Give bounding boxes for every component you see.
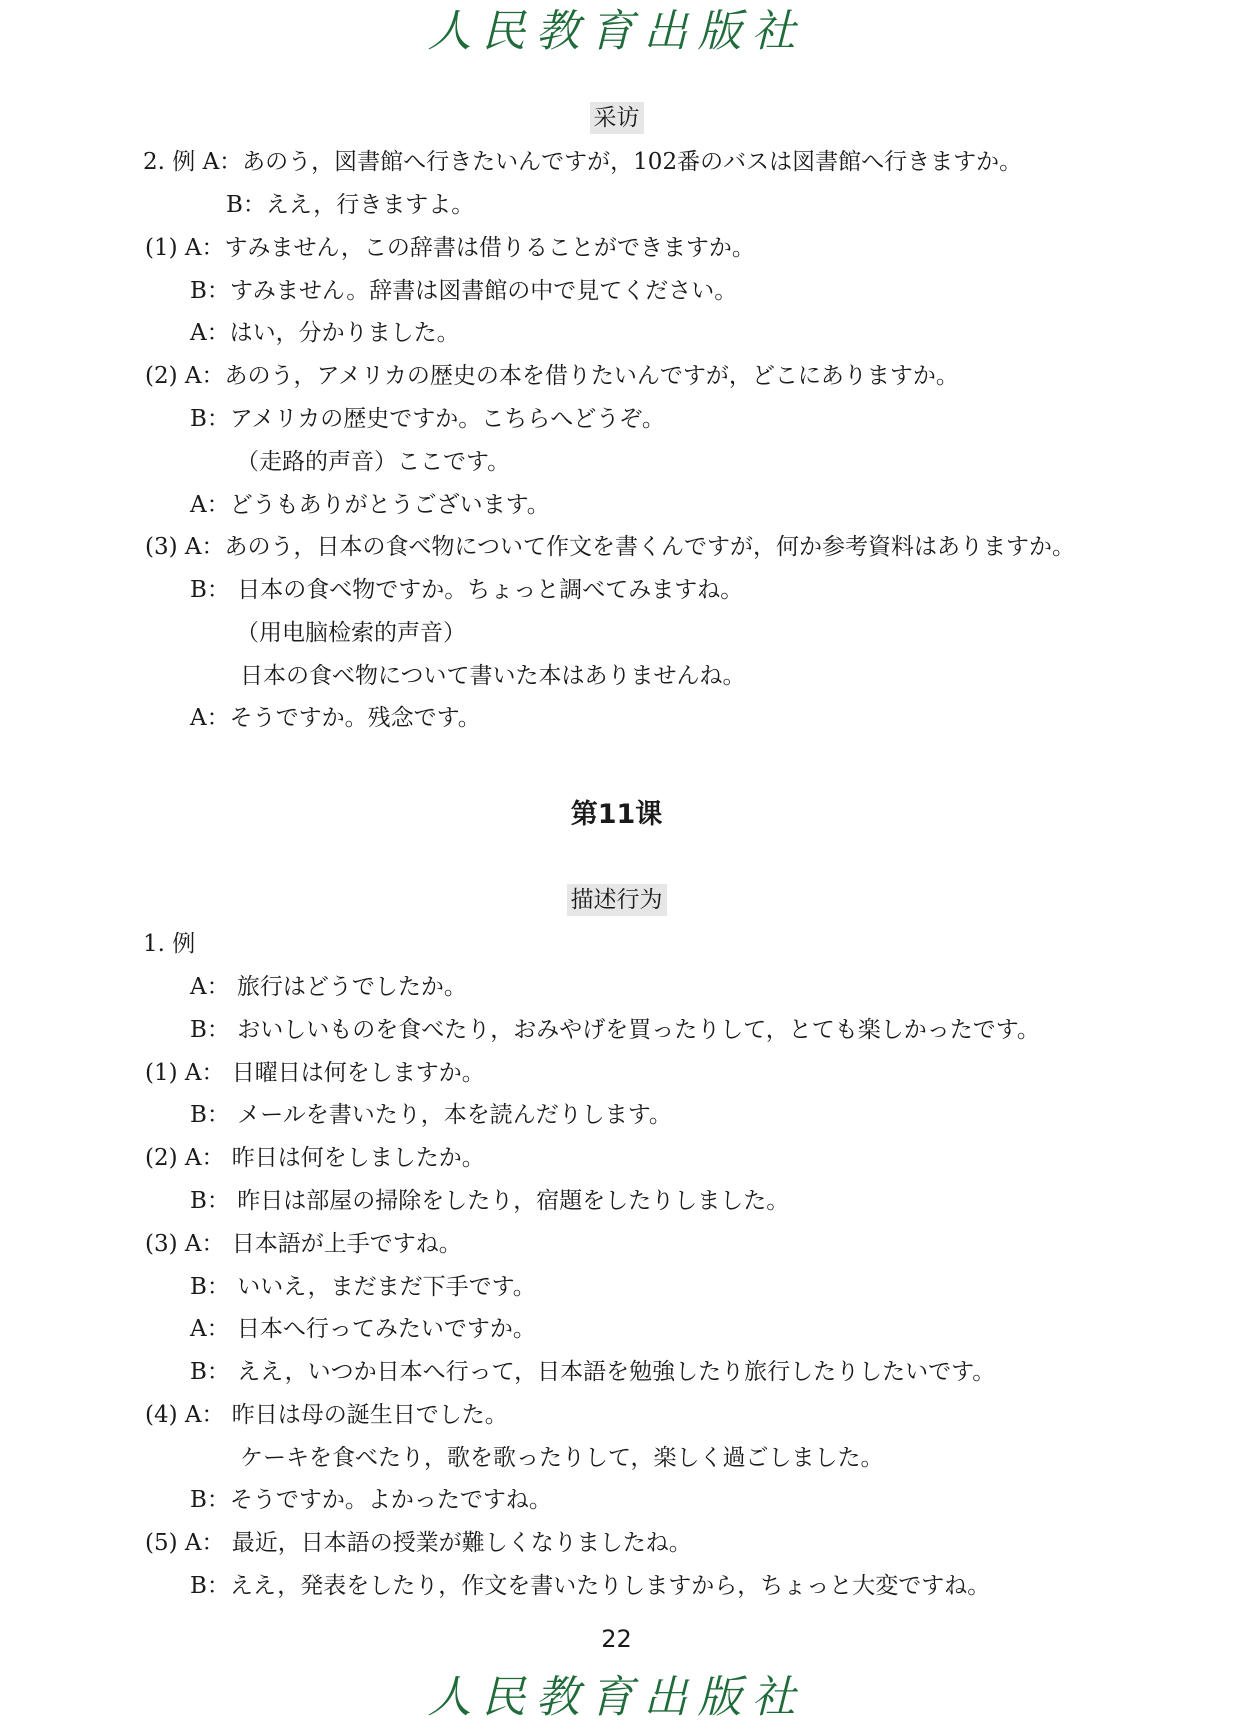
text-line: B：アメリカの歴史ですか。こちらへどうぞ。 <box>190 406 665 432</box>
text-line: （用电脑检索的声音） <box>236 620 466 646</box>
text-line: B： ええ，いつか日本へ行って，日本語を勉強したり旅行したりしたいです。 <box>190 1359 996 1385</box>
publisher-logo-top: 人民教育出版社 <box>427 6 806 57</box>
section-header-interview <box>0 102 1233 134</box>
text-line: (3) A： 日本語が上手ですね。 <box>145 1231 462 1257</box>
text-line: (2) A：あのう，アメリカの歴史の本を借りたいんですが，どこにありますか。 <box>145 363 959 389</box>
text-line: 日本の食べ物について書いた本はありませんね。 <box>240 663 746 689</box>
section-label: 采访 <box>590 102 644 134</box>
text-line: (3) A：あのう，日本の食べ物について作文を書くんですが，何か参考資料はありますか。 <box>145 534 1076 560</box>
text-line: (5) A： 最近，日本語の授業が難しくなりましたね。 <box>145 1530 692 1556</box>
publisher-logo-bottom: 人民教育出版社 <box>427 1672 806 1723</box>
text-line: B： 日本の食べ物ですか。ちょっと調べてみますね。 <box>190 577 744 603</box>
text-line: A：そうですか。残念です。 <box>190 705 481 731</box>
text-line: B： 昨日は部屋の掃除をしたり，宿題をしたりしました。 <box>190 1188 790 1214</box>
text-line: (4) A： 昨日は母の誕生日でした。 <box>145 1402 508 1428</box>
text-line: ケーキを食べたり，歌を歌ったりして，楽しく過ごしました。 <box>240 1445 884 1471</box>
text-line: 1. 例 <box>143 931 196 957</box>
section-header-describe-actions <box>0 884 1233 916</box>
text-line: B：ええ，行きますよ。 <box>226 192 475 218</box>
text-line: A：どうもありがとうございます。 <box>190 492 550 518</box>
text-line: B：そうですか。よかったですね。 <box>190 1487 552 1513</box>
page-number: 22 <box>601 1625 632 1653</box>
lesson-title <box>0 797 1233 833</box>
text-line: A： 日本へ行ってみたいですか。 <box>190 1316 536 1342</box>
section-label: 描述行为 <box>567 884 667 916</box>
text-line: (1) A： 日曜日は何をしますか。 <box>145 1060 485 1086</box>
text-line: B： いいえ，まだまだ下手です。 <box>190 1274 536 1300</box>
text-line: (2) A： 昨日は何をしましたか。 <box>145 1145 485 1171</box>
lesson-label: 第11课 <box>570 799 663 830</box>
text-line: 2. 例 A：あのう，図書館へ行きたいんですが，102番のバスは図書館へ行きますか。 <box>143 149 1023 175</box>
text-line: B： メールを書いたり，本を読んだりします。 <box>190 1102 672 1128</box>
text-line: B： おいしいものを食べたり，おみやげを買ったりして，とても楽しかったです。 <box>190 1017 1040 1043</box>
text-line: (1) A：すみません，この辞書は借りることができますか。 <box>145 235 755 261</box>
text-line: B：すみません。辞書は図書館の中で見てください。 <box>190 278 738 304</box>
text-line: （走路的声音）ここです。 <box>236 449 511 475</box>
text-line: A： 旅行はどうでしたか。 <box>190 974 467 1000</box>
text-line: B：ええ，発表をしたり，作文を書いたりしますから，ちょっと大変ですね。 <box>190 1573 991 1599</box>
text-line: A：はい，分かりました。 <box>190 320 460 346</box>
